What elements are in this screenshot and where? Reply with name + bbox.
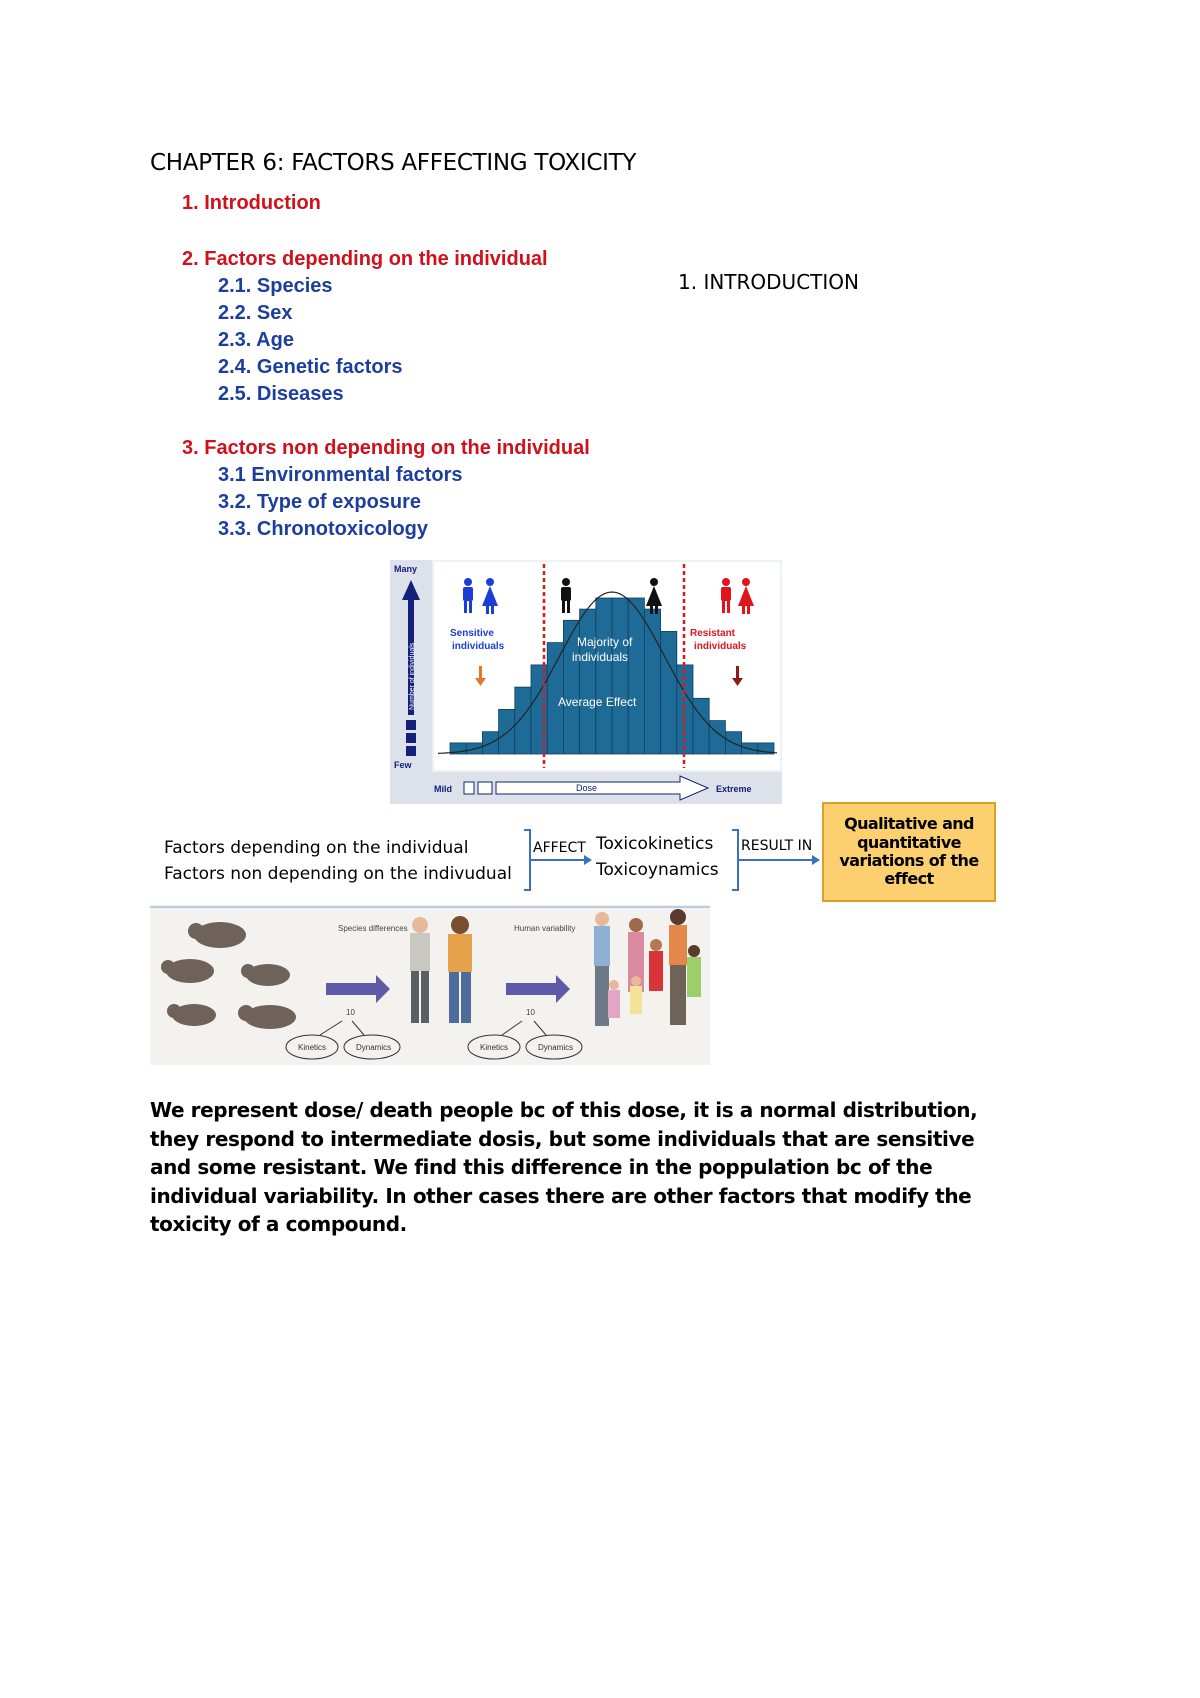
histogram-bar <box>580 609 596 754</box>
histogram-bar <box>693 698 709 754</box>
flow-factor-non-individual: Factors non depending on the indivudual <box>164 864 512 884</box>
histogram-bar <box>644 609 660 754</box>
histogram-bar <box>499 709 515 754</box>
introduction-heading: 1. INTRODUCTION <box>678 270 859 294</box>
result-in-label: RESULT IN <box>741 838 813 854</box>
outline-item-3-1: 3.1 Environmental factors <box>218 464 463 486</box>
dose-distribution-chart <box>390 560 782 804</box>
sensitive-label: Sensitive individuals <box>450 628 505 652</box>
histogram-bar <box>612 598 628 754</box>
outline-item-2-3: 2.3. Age <box>218 329 294 351</box>
outline-item-3-3: 3.3. Chronotoxicology <box>218 518 429 540</box>
flow-factor-individual: Factors depending on the individual <box>164 838 469 858</box>
histogram-bar <box>596 598 612 754</box>
kinetics-label-left: Kinetics <box>298 1043 327 1052</box>
toxicodynamics-label: Toxicoynamics <box>596 860 719 880</box>
majority-label: Majority of individuals <box>572 635 633 664</box>
human-factor-label: 10 <box>526 1008 535 1017</box>
affect-label: AFFECT <box>533 840 586 856</box>
average-effect-label: Average Effect <box>558 695 637 709</box>
right-bracket <box>732 830 738 890</box>
outline-section-3: 3. Factors non depending on the individual <box>182 437 590 459</box>
x-axis-step <box>464 782 474 794</box>
outline-item-2-4: 2.4. Genetic factors <box>218 356 403 378</box>
species-differences-label: Species differences <box>338 924 408 933</box>
human-variability-label: Human variability <box>514 924 576 933</box>
y-axis-step <box>406 733 416 743</box>
histogram-bar <box>628 598 644 754</box>
result-arrow-icon <box>812 855 820 865</box>
body-paragraph: We represent dose/ death people bc of this dose, it is a normal distribution, they respond to intermediate dosis, but some individuals that are sensitive and some resistant. We find this difference in the poppulation bc of the individual variability. In other cases there are other factors that modify the toxicity of a compound. <box>150 1098 978 1236</box>
x-axis-title: Dose <box>576 783 598 793</box>
outline-item-2-5: 2.5. Diseases <box>218 383 344 405</box>
affect-arrow-icon <box>584 855 592 865</box>
resistant-label: Resistant individuals <box>690 628 747 652</box>
species-factor-label: 10 <box>346 1008 355 1017</box>
y-axis-bottom-label: Few <box>394 760 412 770</box>
histogram-bar <box>661 631 677 754</box>
dynamics-label-left: Dynamics <box>356 1043 392 1052</box>
chapter-title: CHAPTER 6: FACTORS AFFECTING TOXICITY <box>150 150 637 176</box>
result-box: Qualitative and quantitative variations of the effect <box>822 802 996 902</box>
dynamics-label-right: Dynamics <box>538 1043 574 1052</box>
kinetics-label-right: Kinetics <box>480 1043 509 1052</box>
x-axis-step <box>478 782 492 794</box>
outline-item-2-1: 2.1. Species <box>218 275 333 297</box>
y-axis-top-label: Many <box>394 564 418 574</box>
outline-item-3-2: 3.2. Type of exposure <box>218 491 422 513</box>
x-axis-right-label: Extreme <box>716 784 752 794</box>
species-human-variability-figure <box>150 905 710 1065</box>
y-axis-title: Number of individuals <box>409 642 416 710</box>
histogram-bar <box>515 687 531 754</box>
y-axis-step <box>406 746 416 756</box>
y-axis-step <box>406 720 416 730</box>
x-axis-left-label: Mild <box>434 784 452 794</box>
outline-section-2: 2. Factors depending on the individual <box>182 248 548 270</box>
outline-item-2-2: 2.2. Sex <box>218 302 293 324</box>
outline-section-1: 1. Introduction <box>182 192 321 214</box>
toxicokinetics-label: Toxicokinetics <box>596 834 714 854</box>
left-bracket <box>524 830 530 890</box>
